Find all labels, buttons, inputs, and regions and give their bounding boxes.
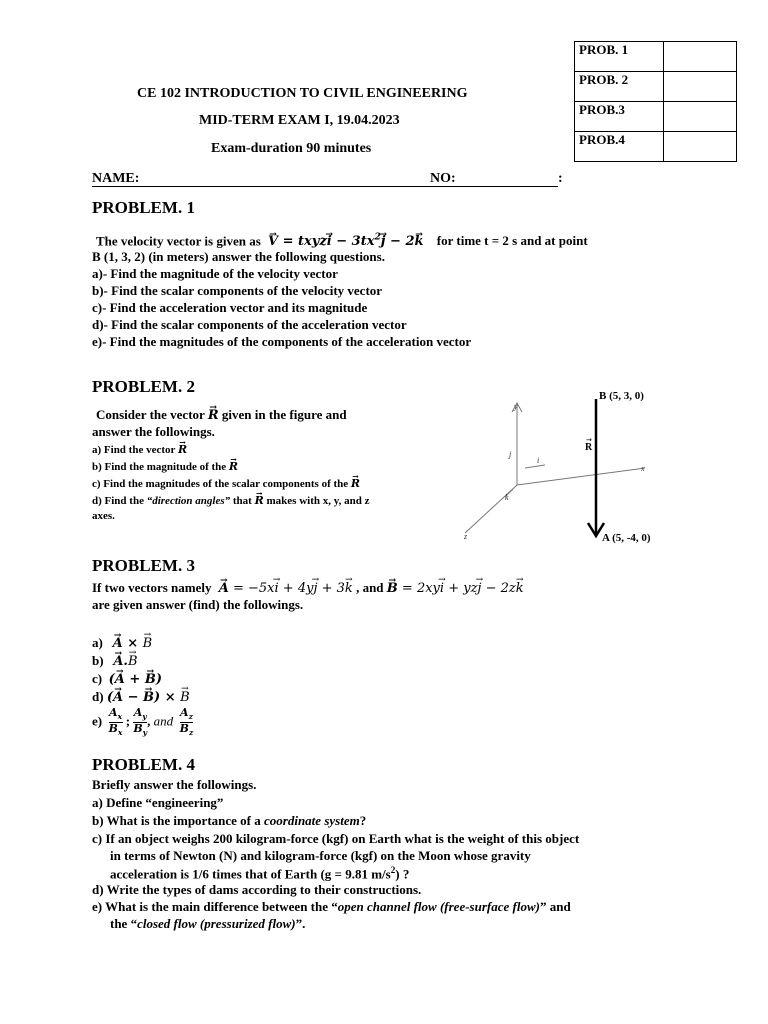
fraction-ax-bx: $\frac{A_x}{B_x}$ — [108, 706, 123, 738]
problem-3-item-d: d) (→ A − → B) × → B — [92, 689, 190, 705]
score-row — [575, 102, 737, 132]
problem-3-and: , and — [356, 580, 384, 595]
problem-3-title: PROBLEM. 3 — [92, 556, 195, 575]
vector-r-symbol: → R — [255, 494, 264, 507]
problem-2-item-c — [92, 477, 360, 490]
problem-1-intro-tail: for time t = 2 s and at point — [436, 233, 588, 249]
item-text: acceleration is 1/6 times that of Earth (g = 9.81 m/s — [110, 866, 391, 882]
point-a-label: A (5, -4, 0) — [602, 532, 651, 544]
item-text: e) What is the main difference between the “ — [92, 899, 338, 914]
problem-1-intro-text: The velocity vector is given as — [96, 233, 261, 249]
problem-1-item-e: e)- Find the magnitudes of the components of the acceleration vector — [92, 334, 472, 349]
fraction-ay-by: $\frac{A_y}{B_y}$ — [133, 706, 148, 738]
x-axis — [517, 468, 645, 485]
problem-1-item-b: b)- Find the scalar components of the velocity vector — [92, 283, 383, 298]
unit-i-label: i — [537, 456, 540, 465]
problem-3-intro-line2: are given answer (find) the followings. — [92, 597, 304, 612]
point-b-label: B (5, 3, 0) — [599, 390, 644, 402]
item-italic: “direction angles” — [146, 495, 231, 507]
axis-y-label: y — [514, 402, 518, 411]
vector-figure — [455, 385, 675, 550]
problem-4-item-c-line3 — [110, 865, 409, 882]
item-text: a) Find the vector — [92, 444, 176, 456]
velocity-equation: → V = txyz→ $i - 3tx^2\to j - 2\to k$ — [268, 234, 424, 249]
score-label: PROB.3 — [575, 102, 664, 132]
axis-x-label: x — [641, 464, 645, 473]
vector-r-symbol: → R — [208, 408, 219, 423]
problem-1-title: PROBLEM. 1 — [92, 198, 195, 217]
item-text: the “ — [110, 916, 138, 931]
problem-2-title: PROBLEM. 2 — [92, 377, 195, 396]
score-cell[interactable] — [664, 72, 737, 102]
name-label: NAME: — [92, 171, 140, 186]
problem-4-intro: Briefly answer the followings. — [92, 777, 257, 792]
item-label: d) — [92, 689, 104, 704]
problem-4-item-c: c) If an object weighs 200 kilogram-force (kgf) on Earth what is the weight of this object — [92, 831, 580, 846]
fraction-az-bz: $\frac{A_z}{B_z}$ — [179, 706, 194, 738]
exam-duration: Exam-duration 90 minutes — [211, 141, 372, 156]
vector-r-symbol: → R — [351, 477, 360, 490]
problem-4-title: PROBLEM. 4 — [92, 755, 195, 774]
item-text: ”. — [295, 916, 306, 931]
item-superscript: 2 — [390, 865, 396, 875]
problem-3-item-a: a) → A × → B — [92, 635, 152, 651]
problem-3-intro — [92, 580, 524, 596]
problem-3-item-e: e) $\frac{A_x}{B_x}$ ; $\frac{A_y}{B_y}$ , and $\frac{A_z}{B_z}$ — [92, 706, 194, 738]
score-label: PROB. 1 — [575, 42, 664, 72]
item-text: that — [232, 495, 252, 507]
problem-4-item-e-line2 — [110, 916, 305, 932]
item-label: b) — [92, 653, 104, 668]
item-italic: coordinate system — [264, 813, 360, 828]
problem-1-intro — [96, 232, 588, 249]
vector-r-symbol: → R — [178, 443, 187, 456]
item-label: a) — [92, 635, 103, 650]
score-table — [574, 41, 737, 162]
problem-1-item-c: c)- Find the acceleration vector and its magnitude — [92, 300, 368, 315]
item-text: ” and — [539, 899, 571, 914]
problem-3-item-c: c) (→ A + → B) — [92, 671, 162, 687]
score-cell[interactable] — [664, 42, 737, 72]
item-text: ? — [359, 813, 367, 828]
problem-2-item-d-line2: axes. — [92, 510, 115, 522]
problem-4-item-e — [92, 899, 571, 915]
item-text: c) Find the magnitudes of the scalar components of the — [92, 478, 349, 490]
vector-r-label: R — [585, 442, 593, 453]
problem-2-intro — [96, 407, 347, 423]
problem-2-item-d — [92, 494, 370, 507]
and-word: and — [153, 713, 174, 729]
problem-4-item-b — [92, 813, 366, 829]
unit-k-label: k — [505, 493, 509, 502]
number-colon: : — [558, 171, 563, 186]
item-text: makes with x, y, and z — [266, 495, 370, 507]
item-text: d) Find the — [92, 495, 144, 507]
name-line — [92, 186, 558, 187]
number-label: NO: — [430, 171, 456, 186]
vector-a-equation: → A = −5x→ i + 4y→ j + 3→ k — [219, 581, 353, 596]
problem-1-item-a: a)- Find the magnitude of the velocity vector — [92, 266, 338, 281]
score-cell[interactable] — [664, 132, 737, 162]
vector-b-equation: → B = 2xy→ i + yz→ j − 2z→ k — [387, 581, 524, 596]
score-row — [575, 72, 737, 102]
score-row — [575, 42, 737, 72]
problem-2-intro-tail: given in the figure and — [221, 407, 347, 422]
problem-1-intro-line2: B (1, 3, 2) (in meters) answer the following questions. — [92, 249, 385, 264]
problem-3-intro-text: If two vectors namely — [92, 580, 212, 595]
axis-z-label: z — [464, 532, 468, 541]
item-text: ) ? — [395, 866, 410, 882]
unit-j-label: j — [509, 450, 512, 459]
problem-4-item-d: d) Write the types of dams according to their constructions. — [92, 882, 422, 897]
vector-r-arrow-icon: → — [586, 436, 592, 444]
problem-4-item-c-line2: in terms of Newton (N) and kilogram-force (kgf) on the Moon whose gravity — [110, 848, 531, 863]
unit-i-arrow — [525, 465, 545, 468]
vector-r-symbol: → R — [229, 460, 238, 473]
item-label: c) — [92, 671, 103, 686]
item-label: e) — [92, 713, 103, 729]
score-cell[interactable] — [664, 102, 737, 132]
problem-2-item-b — [92, 460, 238, 473]
item-text: b) What is the importance of a — [92, 813, 261, 828]
course-title: CE 102 INTRODUCTION TO CIVIL ENGINEERING — [137, 86, 468, 101]
score-label: PROB.4 — [575, 132, 664, 162]
item-text: b) Find the magnitude of the — [92, 461, 227, 473]
score-label: PROB. 2 — [575, 72, 664, 102]
problem-2-intro-text: Consider the vector — [96, 407, 205, 422]
problem-2-intro-line2: answer the followings. — [92, 424, 215, 439]
problem-1-item-d: d)- Find the scalar components of the acceleration vector — [92, 317, 407, 332]
problem-2-item-a — [92, 443, 187, 456]
exam-title: MID-TERM EXAM I, 19.04.2023 — [199, 113, 400, 128]
item-italic: open channel flow (free-surface flow) — [337, 899, 540, 914]
item-italic: closed flow (pressurized flow) — [137, 916, 296, 931]
score-row — [575, 132, 737, 162]
problem-4-item-a: a) Define “engineering” — [92, 795, 224, 810]
problem-3-item-b: b) → A.→ B — [92, 653, 138, 669]
